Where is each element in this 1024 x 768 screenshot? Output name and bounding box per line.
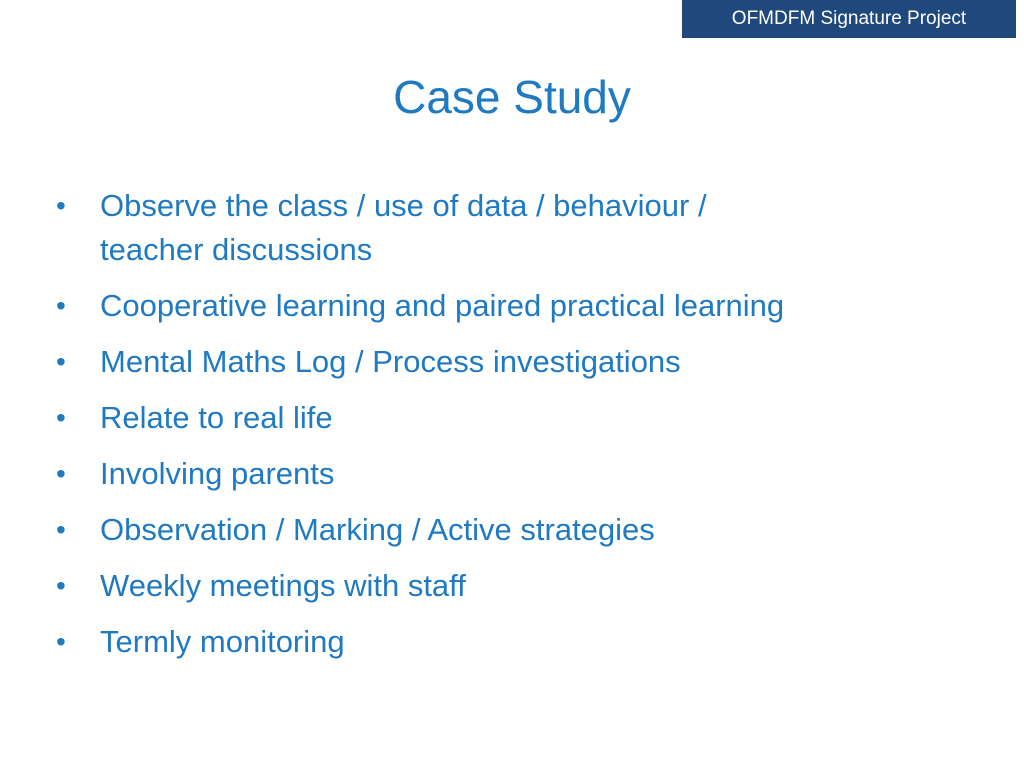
bullet-item [0, 508, 1000, 552]
bullet-text: Relate to real life [100, 400, 333, 435]
bullet-item [0, 452, 1000, 496]
bullet-icon: • [56, 290, 66, 321]
bullet-icon: • [56, 402, 66, 433]
bullet-text-line-2: teacher discussions [100, 232, 373, 267]
bullet-item [0, 620, 1000, 664]
bullet-text: Mental Maths Log / Process investigations [100, 344, 681, 379]
bullet-item [0, 284, 1000, 328]
bullet-text: Weekly meetings with staff [100, 568, 466, 603]
bullet-item [0, 564, 1000, 608]
bullet-item [0, 396, 1000, 440]
bullet-icon: • [56, 570, 66, 601]
bullet-icon: • [56, 190, 66, 221]
bullet-list [0, 184, 1000, 676]
slide-title: Case Study [393, 71, 631, 123]
bullet-icon: • [56, 346, 66, 377]
bullet-text: Cooperative learning and paired practical learning [100, 288, 785, 323]
bullet-text: Involving parents [100, 456, 335, 491]
bullet-text: Observation / Marking / Active strategies [100, 512, 655, 547]
bullet-text-line-1: Observe the class / use of data / behaviour / [100, 188, 707, 223]
bullet-icon: • [56, 458, 66, 489]
bullet-item [0, 340, 1000, 384]
bullet-icon: • [56, 626, 66, 657]
project-badge: OFMDFM Signature Project [682, 0, 1016, 38]
bullet-text [100, 184, 707, 272]
bullet-icon: • [56, 514, 66, 545]
bullet-text: Termly monitoring [100, 624, 345, 659]
bullet-item [0, 184, 1000, 272]
